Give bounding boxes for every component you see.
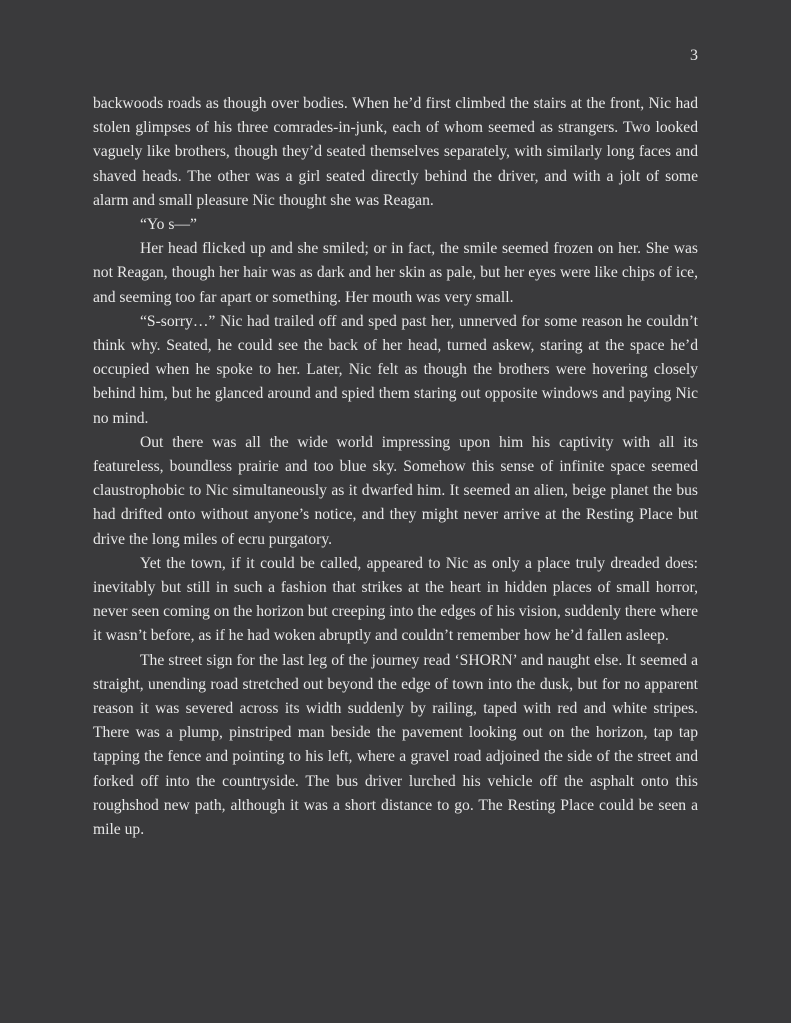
page-number: 3	[690, 47, 698, 64]
paragraph: Yet the town, if it could be called, appeared to Nic as only a place truly dreaded does: inevitably but still in such a fashion that strikes at the heart in hidden places of small horror, never seen coming on the horizon but creeping into the edges of his vision, suddenly there where it wasn’t before, as if he had woken abruptly and couldn’t remember how he’d fallen asleep.	[93, 554, 698, 645]
paragraph: Out there was all the wide world impressing upon him his captivity with all its featureless, boundless prairie and too blue sky. Somehow this sense of infinite space seemed claustrophobic to Nic simultaneously as it dwarfed him. It seemed an alien, beige planet the bus had drifted onto without anyone’s notice, and they might never arrive at the Resting Place but drive the long miles of ecru purgatory.	[93, 433, 698, 548]
paragraph: The street sign for the last leg of the journey read ‘SHORN’ and naught else. It seemed a straight, unending road stretched out beyond the edge of town into the dusk, but for no apparent reason it was severed across its width suddenly by railing, taped with red and white stripes. There was a plump, pinstriped man beside the pavement looking out on the horizon, tap tap tapping the fence and pointing to his left, where a gravel road adjoined the side of the street and forked off into the countryside. The bus driver lurched his vehicle off the asphalt onto this roughshod new path, although it was a short distance to go. The Resting Place could be seen a mile up.	[93, 651, 698, 839]
paragraph: “S-sorry…” Nic had trailed off and sped past her, unnerved for some reason he couldn’t think why. Seated, he could see the back of her head, turned askew, staring at the space he’d occupied when he spoke to her. Later, Nic felt as though the brothers were hovering closely behind him, but he glanced around and spied them staring out opposite windows and paying Nic no mind.	[93, 312, 698, 427]
text-body	[93, 92, 698, 842]
paragraph: Her head flicked up and she smiled; or in fact, the smile seemed frozen on her. She was not Reagan, though her hair was as dark and her skin as pale, but her eyes were like chips of ice, and seeming too far apart or something. Her mouth was very small.	[93, 240, 698, 306]
paragraph: backwoods roads as though over bodies. When he’d first climbed the stairs at the front, Nic had stolen glimpses of his three comrades-in-junk, each of whom seemed as strangers. Two looked vaguely like brothers, though they’d seated themselves separately, with similarly long faces and shaved heads. The other was a girl seated directly behind the driver, and with a jolt of some alarm and small pleasure Nic thought she was Reagan.	[93, 95, 698, 209]
paragraph: “Yo s—”	[140, 216, 197, 234]
